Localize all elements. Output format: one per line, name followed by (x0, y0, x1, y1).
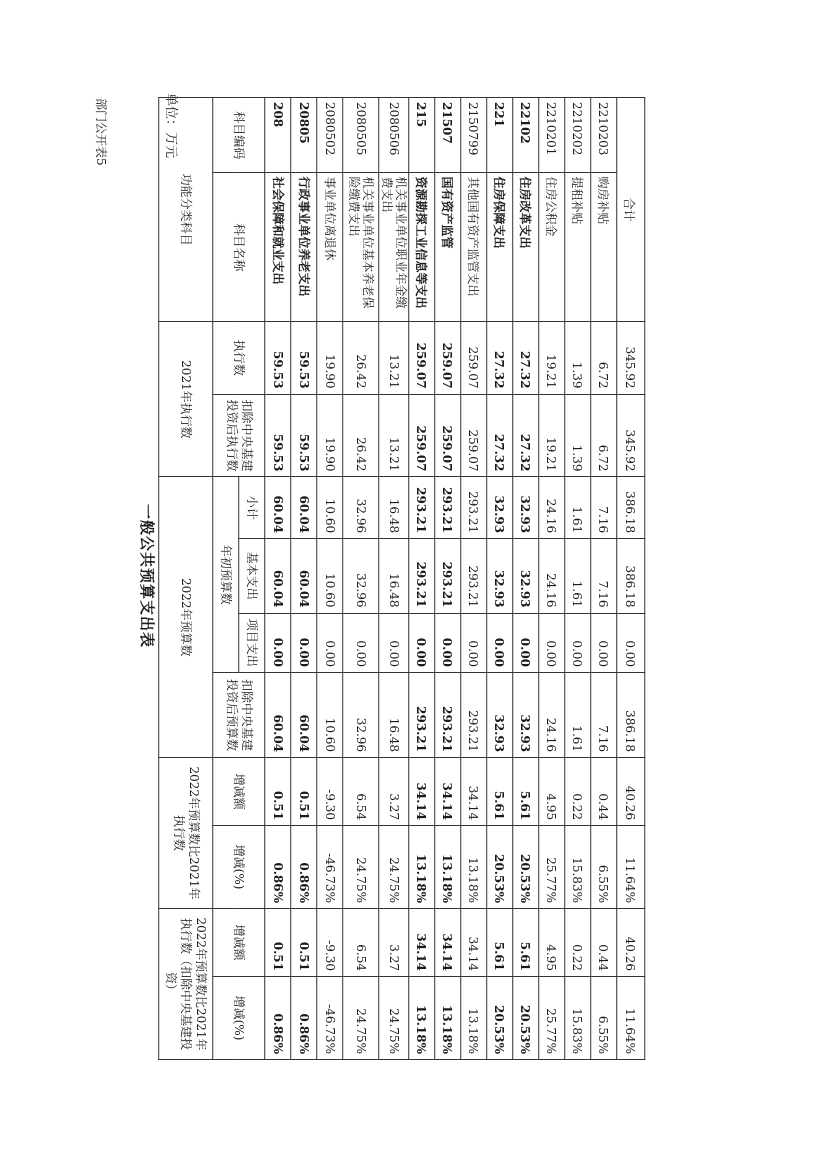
row-value: 5.61 (487, 758, 513, 826)
row-code: 2080506 (379, 98, 409, 173)
header-compare-2: 2022年预算数比2021年执行数（扣除中央基建投资） (159, 908, 213, 1059)
row-value: 16.48 (379, 477, 409, 539)
total-value: 386.18 (617, 539, 645, 613)
row-value: 259.07 (435, 322, 461, 394)
row-value: 0.00 (317, 613, 343, 673)
header-change-pct-1: 增减(%) (213, 826, 265, 909)
row-value: -46.73% (317, 826, 343, 909)
row-value: 24.75% (379, 977, 409, 1060)
row-name: 住房公积金 (539, 173, 565, 322)
row-value: 0.22 (565, 908, 591, 976)
row-value: 0.00 (379, 613, 409, 673)
table-row (317, 98, 343, 1060)
row-value: 19.21 (539, 322, 565, 394)
row-code: 22102 (513, 98, 539, 173)
row-value: 0.44 (591, 908, 617, 976)
row-value: 13.21 (379, 322, 409, 394)
row-code: 20805 (291, 98, 317, 173)
row-value: 60.04 (265, 477, 291, 539)
header-change-amt-2: 增减额 (213, 908, 265, 976)
row-value: 24.75% (343, 977, 379, 1060)
table-row (487, 98, 513, 1060)
total-value: 386.18 (617, 477, 645, 539)
row-value: 25.77% (539, 977, 565, 1060)
row-value: 0.51 (265, 758, 291, 826)
row-value: 59.53 (265, 394, 291, 477)
row-value: 259.07 (409, 322, 435, 394)
table-row (461, 98, 487, 1060)
doc-label: 部门公开表5 (94, 98, 108, 166)
row-value: 13.18% (461, 826, 487, 909)
row-code: 2080502 (317, 98, 343, 173)
row-value: 34.14 (409, 758, 435, 826)
header-compare-1: 2022年预算数比2021年执行数 (159, 758, 213, 909)
row-value: 0.00 (343, 613, 379, 673)
header-exec-2021: 2021年执行数 (159, 322, 213, 477)
row-value: 0.86% (291, 977, 317, 1060)
row-value: 1.39 (565, 394, 591, 477)
header-project: 项目支出 (239, 613, 265, 673)
row-value: 6.55% (591, 977, 617, 1060)
row-value: 0.44 (591, 758, 617, 826)
row-value: 32.93 (513, 477, 539, 539)
header-name: 科目名称 (213, 173, 265, 322)
row-code: 221 (487, 98, 513, 173)
row-value: 6.54 (343, 758, 379, 826)
row-value: 0.86% (265, 826, 291, 909)
row-value: 13.18% (435, 977, 461, 1060)
row-name: 机关事业单位职业年金缴费支出 (379, 173, 409, 322)
row-value: 20.53% (513, 977, 539, 1060)
row-code: 2080505 (343, 98, 379, 173)
row-value: 59.53 (291, 322, 317, 394)
row-value: 16.48 (379, 673, 409, 758)
row-name: 其他国有资产监管支出 (461, 173, 487, 322)
row-value: 1.61 (565, 477, 591, 539)
row-name: 住房改革支出 (513, 173, 539, 322)
row-value: 7.16 (591, 477, 617, 539)
row-value: 24.16 (539, 539, 565, 613)
row-value: 32.93 (513, 539, 539, 613)
row-value: 293.21 (435, 673, 461, 758)
header-exec-excl: 扣除中央基建投资后执行数 (213, 394, 265, 477)
row-value: 259.07 (461, 322, 487, 394)
row-value: 25.77% (539, 826, 565, 909)
row-value: 1.61 (565, 539, 591, 613)
row-code: 2210203 (591, 98, 617, 173)
row-value: 32.96 (343, 539, 379, 613)
header-change-pct-2: 增减(%) (213, 977, 265, 1060)
total-label: 合计 (617, 98, 645, 322)
row-value: 293.21 (461, 539, 487, 613)
table-row (539, 98, 565, 1060)
row-code: 2210201 (539, 98, 565, 173)
row-code: 2210202 (565, 98, 591, 173)
row-value: 13.18% (409, 977, 435, 1060)
row-value: 4.95 (539, 758, 565, 826)
row-value: 34.14 (461, 908, 487, 976)
header-budget-2022: 2022年预算数 (159, 477, 213, 758)
table-row (565, 98, 591, 1060)
row-value: 27.32 (487, 322, 513, 394)
row-value: 34.14 (435, 758, 461, 826)
row-value: 6.72 (591, 394, 617, 477)
row-value: 24.16 (539, 477, 565, 539)
total-value: 386.18 (617, 673, 645, 758)
header-budget-excl: 扣除中央基建投资后预算数 (213, 673, 265, 758)
header-func-class: 功能分类科目 (159, 98, 213, 322)
row-value: 59.53 (291, 394, 317, 477)
row-value: 6.72 (591, 322, 617, 394)
row-value: 20.53% (487, 977, 513, 1060)
row-value: 259.07 (461, 394, 487, 477)
row-value: 32.96 (343, 477, 379, 539)
total-value: 345.92 (617, 322, 645, 394)
row-value: 293.21 (435, 539, 461, 613)
row-value: 27.32 (487, 394, 513, 477)
table-row (409, 98, 435, 1060)
row-value: 59.53 (265, 322, 291, 394)
row-value: 60.04 (291, 477, 317, 539)
row-value: 15.83% (565, 977, 591, 1060)
row-name: 资源勘探工业信息等支出 (409, 173, 435, 322)
row-value: 34.14 (435, 908, 461, 976)
row-value: 0.51 (291, 758, 317, 826)
row-name: 机关事业单位基本养老保险缴费支出 (343, 173, 379, 322)
row-name: 提租补贴 (565, 173, 591, 322)
row-value: 1.39 (565, 322, 591, 394)
row-value: 27.32 (513, 394, 539, 477)
row-name: 社会保障和就业支出 (265, 173, 291, 322)
row-value: 13.18% (461, 977, 487, 1060)
row-value: 5.61 (513, 908, 539, 976)
row-value: 32.93 (513, 673, 539, 758)
row-value: 6.54 (343, 908, 379, 976)
row-value: 19.90 (317, 322, 343, 394)
row-value: 7.16 (591, 673, 617, 758)
row-value: 10.60 (317, 539, 343, 613)
row-value: 0.00 (565, 613, 591, 673)
row-value: 0.22 (565, 758, 591, 826)
row-name: 行政事业单位养老支出 (291, 173, 317, 322)
table-row (343, 98, 379, 1060)
row-value: 19.21 (539, 394, 565, 477)
table-row (265, 98, 291, 1060)
row-value: 293.21 (409, 477, 435, 539)
row-value: 13.18% (409, 826, 435, 909)
row-value: 60.04 (291, 539, 317, 613)
total-value: 0.00 (617, 613, 645, 673)
row-value: 24.16 (539, 673, 565, 758)
row-name: 事业单位离退休 (317, 173, 343, 322)
row-value: 0.00 (265, 613, 291, 673)
table-row (435, 98, 461, 1060)
table-row (291, 98, 317, 1060)
row-value: 0.51 (265, 908, 291, 976)
row-value: 293.21 (409, 539, 435, 613)
row-value: 0.00 (461, 613, 487, 673)
row-value: 20.53% (513, 826, 539, 909)
row-value: 0.00 (513, 613, 539, 673)
row-code: 208 (265, 98, 291, 173)
row-value: 259.07 (409, 394, 435, 477)
header-change-amt-1: 增减额 (213, 758, 265, 826)
row-value: 3.27 (379, 908, 409, 976)
row-value: 10.60 (317, 477, 343, 539)
row-value: 32.93 (487, 673, 513, 758)
row-value: 0.00 (409, 613, 435, 673)
row-value: 4.95 (539, 908, 565, 976)
row-name: 购房补贴 (591, 173, 617, 322)
row-value: 13.21 (379, 394, 409, 477)
row-value: 0.86% (265, 977, 291, 1060)
row-value: 0.00 (539, 613, 565, 673)
unit-label: 单位：万元 (163, 93, 178, 159)
row-value: 7.16 (591, 539, 617, 613)
row-value: 19.90 (317, 394, 343, 477)
table-row (379, 98, 409, 1060)
total-value: 11.64% (617, 826, 645, 909)
row-value: 15.83% (565, 826, 591, 909)
header-initial-budget: 年初预算数 (213, 477, 239, 673)
total-value: 11.64% (617, 977, 645, 1060)
row-value: 0.86% (291, 826, 317, 909)
row-value: 34.14 (409, 908, 435, 976)
row-value: 34.14 (461, 758, 487, 826)
header-subtotal: 小计 (239, 477, 265, 539)
page-title: 一般公共预算支出表 (138, 503, 156, 648)
total-value: 40.26 (617, 758, 645, 826)
row-code: 21507 (435, 98, 461, 173)
row-code: 215 (409, 98, 435, 173)
row-value: 26.42 (343, 394, 379, 477)
row-value: -9.30 (317, 758, 343, 826)
row-value: 32.93 (487, 477, 513, 539)
row-value: 16.48 (379, 539, 409, 613)
row-value: 1.61 (565, 673, 591, 758)
row-value: -46.73% (317, 977, 343, 1060)
total-row (617, 98, 645, 1060)
row-value: 293.21 (435, 477, 461, 539)
row-value: 60.04 (265, 673, 291, 758)
row-value: 24.75% (379, 826, 409, 909)
row-value: 6.55% (591, 826, 617, 909)
row-value: 0.00 (291, 613, 317, 673)
table-row (513, 98, 539, 1060)
row-value: 293.21 (461, 673, 487, 758)
row-name: 国有资产监管 (435, 173, 461, 322)
header-basic: 基本支出 (239, 539, 265, 613)
table-row (591, 98, 617, 1060)
row-value: 20.53% (487, 826, 513, 909)
row-value: 10.60 (317, 673, 343, 758)
total-value: 40.26 (617, 908, 645, 976)
row-value: 293.21 (461, 477, 487, 539)
row-value: 293.21 (409, 673, 435, 758)
row-value: 27.32 (513, 322, 539, 394)
header-code: 科目编码 (213, 98, 265, 173)
row-value: 5.61 (487, 908, 513, 976)
row-value: 0.00 (435, 613, 461, 673)
row-value: 60.04 (265, 539, 291, 613)
row-code: 2150799 (461, 98, 487, 173)
row-value: 24.75% (343, 826, 379, 909)
row-value: 0.51 (291, 908, 317, 976)
row-value: -9.30 (317, 908, 343, 976)
row-name: 住房保障支出 (487, 173, 513, 322)
row-value: 32.96 (343, 673, 379, 758)
row-value: 13.18% (435, 826, 461, 909)
row-value: 32.93 (487, 539, 513, 613)
budget-table (158, 97, 645, 1060)
row-value: 3.27 (379, 758, 409, 826)
total-value: 345.92 (617, 394, 645, 477)
header-exec: 执行数 (213, 322, 265, 394)
row-value: 5.61 (513, 758, 539, 826)
row-value: 0.00 (487, 613, 513, 673)
row-value: 259.07 (435, 394, 461, 477)
row-value: 60.04 (291, 673, 317, 758)
row-value: 0.00 (591, 613, 617, 673)
row-value: 26.42 (343, 322, 379, 394)
